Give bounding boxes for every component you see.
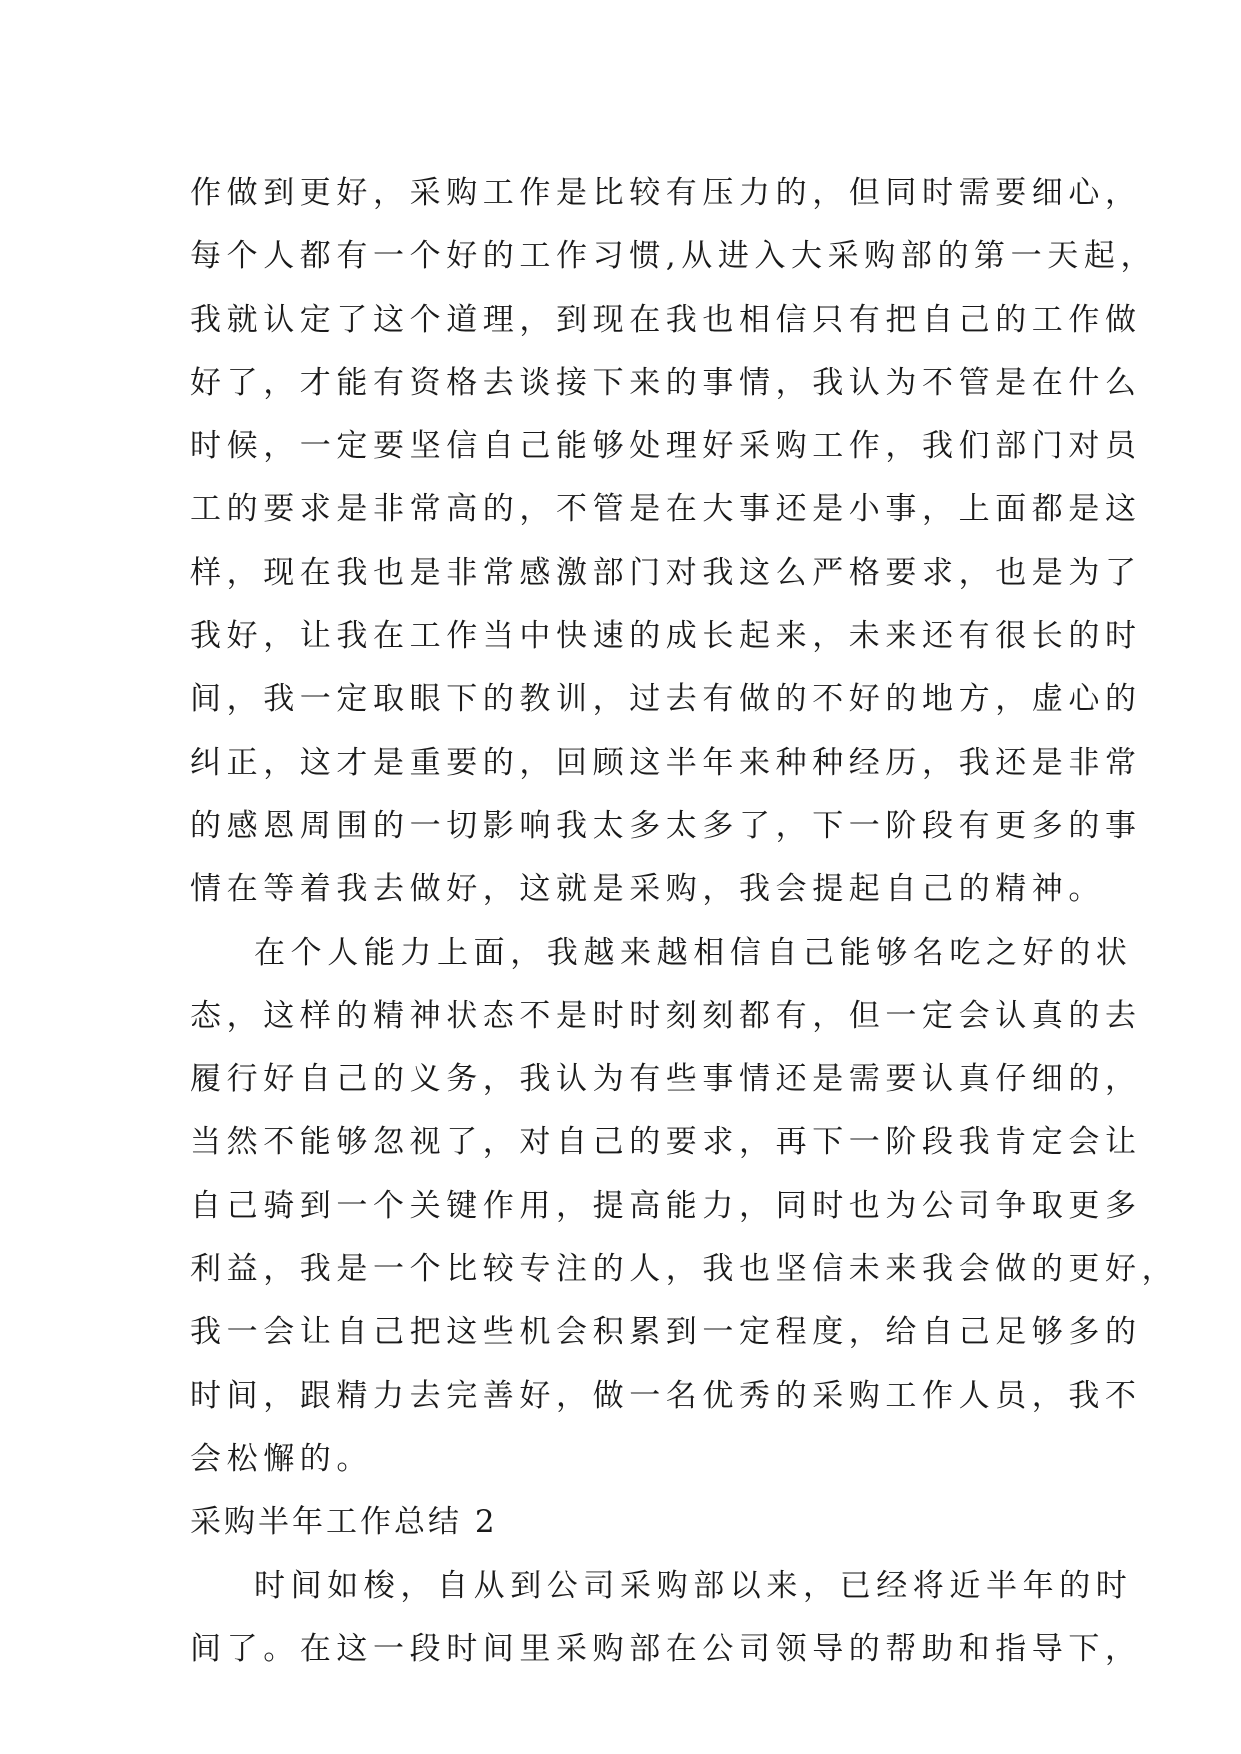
- paragraph-first-line: 在个人能力上面，我越来越相信自己能够名吃之好的状: [254, 934, 1133, 971]
- body-line: 间了。在这一段时间里采购部在公司领导的帮助和指导下，: [190, 1630, 1142, 1667]
- body-line: 态，这样的精神状态不是时时刻刻都有，但一定会认真的去: [190, 997, 1142, 1034]
- body-line: 样，现在我也是非常感激部门对我这么严格要求，也是为了: [190, 554, 1142, 591]
- body-line: 会松懈的。: [190, 1440, 373, 1477]
- body-line: 好了，才能有资格去谈接下来的事情，我认为不管是在什么: [190, 364, 1142, 401]
- body-line: 作做到更好，采购工作是比较有压力的，但同时需要细心，: [190, 175, 1142, 211]
- body-line: 工的要求是非常高的，不管是在大事还是小事，上面都是这: [190, 491, 1142, 528]
- body-line: 利益，我是一个比较专注的人，我也坚信未来我会做的更好，: [190, 1251, 1179, 1288]
- body-line: 每个人都有一个好的工作习惯,从进入大采购部的第一天起，: [190, 238, 1158, 275]
- body-line: 当然不能够忽视了，对自己的要求，再下一阶段我肯定会让: [190, 1124, 1142, 1161]
- body-line: 情在等着我去做好，这就是采购，我会提起自己的精神。: [190, 871, 1105, 908]
- section-heading: 采购半年工作总结 2: [190, 1504, 498, 1541]
- body-line: 我一会让自己把这些机会积累到一定程度，给自己足够多的: [190, 1314, 1142, 1351]
- body-line: 履行好自己的义务，我认为有些事情还是需要认真仔细的，: [190, 1061, 1142, 1098]
- body-line: 间，我一定取眼下的教训，过去有做的不好的地方，虚心的: [190, 681, 1142, 718]
- body-line: 我好，让我在工作当中快速的成长起来，未来还有很长的时: [190, 618, 1142, 655]
- body-line: 我就认定了这个道理，到现在我也相信只有把自己的工作做: [190, 301, 1142, 338]
- paragraph-first-line: 时间如梭，自从到公司采购部以来，已经将近半年的时: [254, 1567, 1133, 1604]
- document-body: [190, 162, 1179, 1681]
- body-line: 纠正，这才是重要的，回顾这半年来种种经历，我还是非常: [190, 744, 1142, 781]
- body-line: 时间，跟精力去完善好，做一名优秀的采购工作人员，我不: [190, 1377, 1142, 1414]
- body-line: 自己骑到一个关键作用，提高能力，同时也为公司争取更多: [190, 1187, 1142, 1224]
- body-line: 时候，一定要坚信自己能够处理好采购工作，我们部门对员: [190, 428, 1142, 465]
- body-line: 的感恩周围的一切影响我太多太多了，下一阶段有更多的事: [190, 807, 1142, 844]
